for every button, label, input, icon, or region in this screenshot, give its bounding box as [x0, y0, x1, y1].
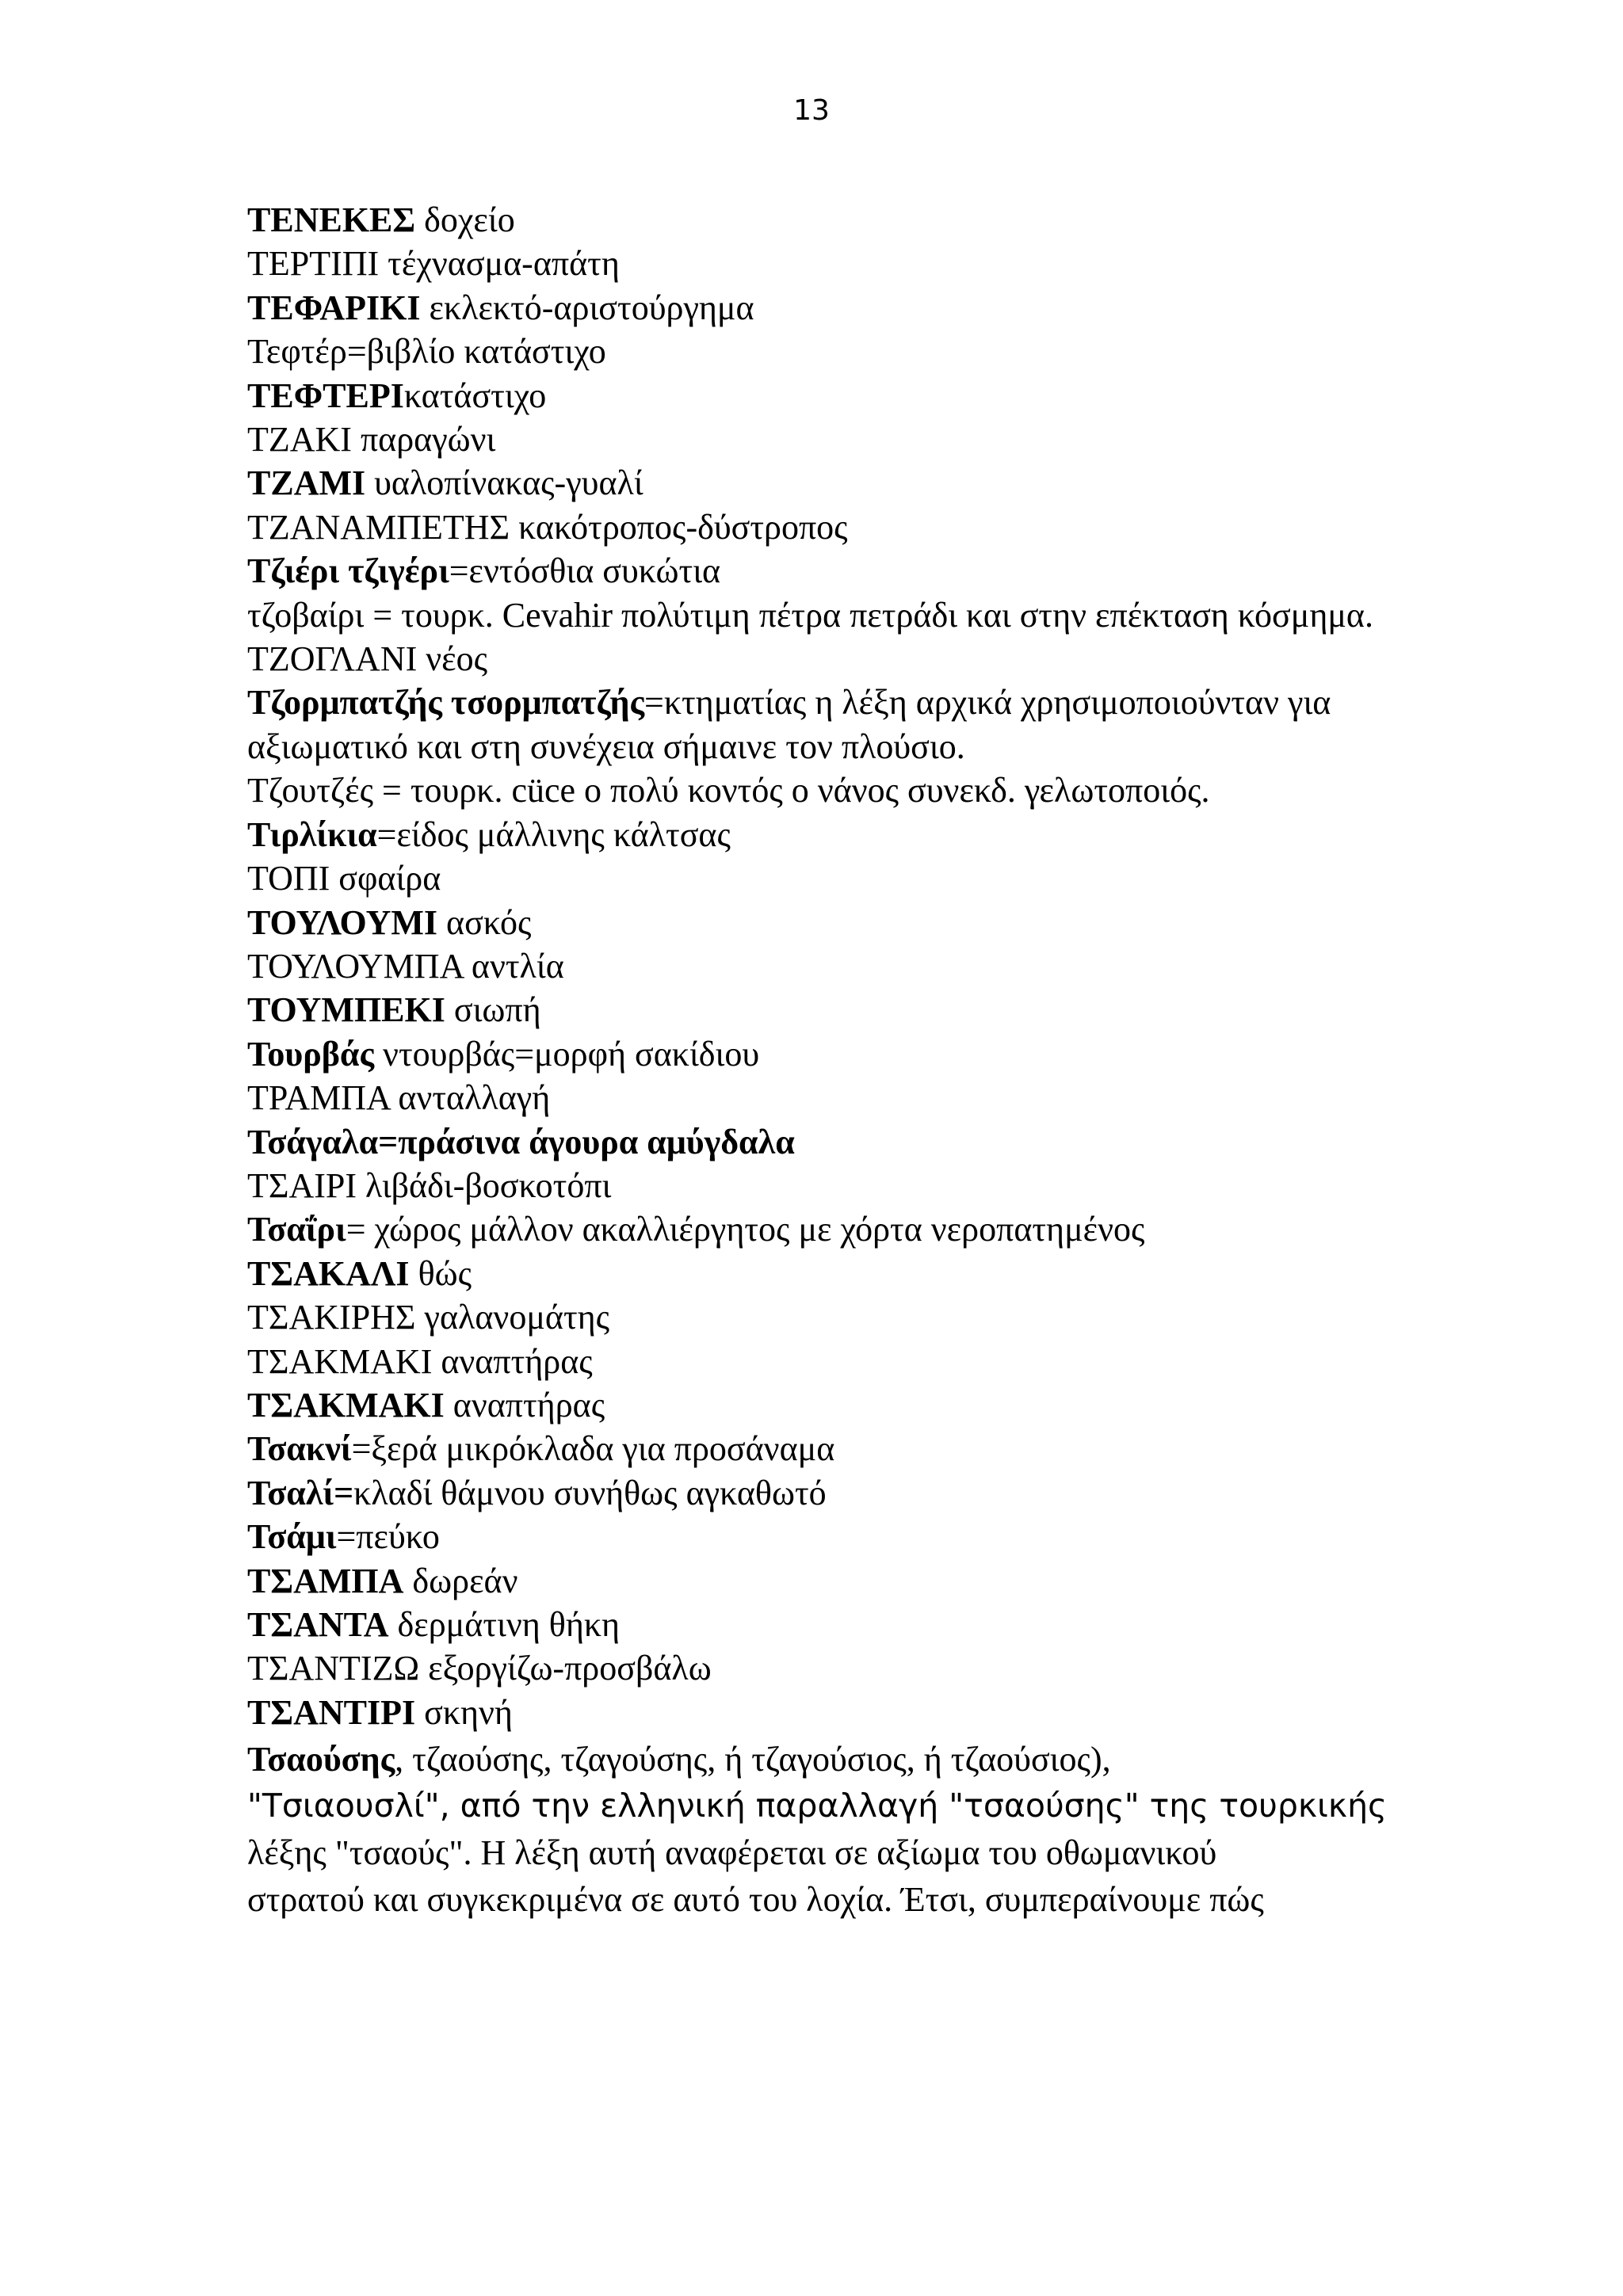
glossary-entry [247, 374, 1396, 418]
entry-definition: ντουρβάς=μορφή σακίδιου [374, 1034, 760, 1074]
entry-definition: τζοβαίρι = τουρκ. Cevahir πολύτιμη πέτρα πετράδι και στην επέκταση κόσμημα. [247, 595, 1373, 635]
entry-definition: σκηνή [415, 1692, 513, 1732]
entry-term: Τσαΐρι [247, 1210, 346, 1249]
glossary-entry [247, 1295, 1396, 1339]
entry-definition: δοχείο [415, 200, 515, 239]
glossary-entry [247, 505, 1396, 549]
entry-term: Τζιέρι τζιγέρι [247, 551, 449, 591]
glossary-entry [247, 461, 1396, 505]
entry-definition: εκλεκτό-αριστούργημα [420, 288, 754, 327]
entry-term: ΤΕΦΑΡΙΚΙ [247, 288, 421, 327]
entry-definition: ΤΣΑΚΙΡΗΣ γαλανομάτης [247, 1298, 610, 1337]
entry-definition: ΤΣΑΝΤΙΖΩ εξοργίζω-προσβάλω [247, 1649, 712, 1688]
entry-term: ΤΕΦΤΕΡΙ [247, 376, 404, 415]
glossary-entry [247, 1427, 1396, 1470]
page-number: 13 [793, 94, 830, 127]
glossary-entry [247, 286, 1396, 330]
entry-term: Τσάγαλα=πράσινα άγουρα αμύγδαλα [247, 1122, 795, 1161]
glossary-entry [247, 1207, 1396, 1251]
glossary-entry [247, 330, 1396, 373]
entry-definition: Τεφτέρ=βιβλίο κατάστιχο [247, 332, 606, 372]
entry-definition: =κτηματίας η λέξη αρχικά χρησιμοποιούνταν για αξιωματικό και στη συνέχεια σήμαινε τον πλούσιο. [247, 683, 1331, 766]
glossary-entry [247, 418, 1396, 461]
entry-term: ΤΟΥΛΟΥΜΙ [247, 902, 438, 942]
entry-term: ΤΖΑΜΙ [247, 463, 366, 503]
glossary-entry [247, 1559, 1396, 1603]
entry-definition: σιωπή [445, 990, 541, 1030]
glossary-entry [247, 1691, 1396, 1734]
entry-definition: ΤΟΥΛΟΥΜΠΑ αντλία [247, 946, 564, 986]
entry-term: ΤΣΑΚΑΛΙ [247, 1253, 410, 1293]
entry-definition: λέξης "τσαούς". Η λέξη αυτή αναφέρεται σε αξίωμα του οθωμανικού [247, 1833, 1217, 1873]
glossary-entry [247, 681, 1396, 769]
entry-definition: θώς [409, 1253, 472, 1293]
entry-definition: υαλοπίνακας-γυαλί [365, 463, 643, 503]
entry-definition: =είδος μάλλινης κάλτσας [376, 814, 731, 854]
glossary-entry [247, 549, 1396, 593]
glossary-entry [247, 1515, 1396, 1558]
glossary-entry [247, 1252, 1396, 1295]
entry-term: ΤΣΑΝΤΙΡΙ [247, 1692, 416, 1732]
entry-term: Τζορμπατζής τσορμπατζής [247, 683, 645, 723]
entry-definition: ΤΣΑΚΜΑΚΙ αναπτήρας [247, 1341, 593, 1381]
entry-term: Τιρλίκια [247, 814, 377, 854]
entry-term: ΤΣΑΚΜΑΚΙ [247, 1385, 445, 1425]
glossary-entry [247, 1471, 1396, 1515]
entry-term: ΤΣΑΜΠΑ [247, 1561, 404, 1600]
entry-definition: =ξερά μικρόκλαδα για προσάναμα [351, 1429, 835, 1469]
entry-term: Τσάμι [247, 1517, 337, 1557]
entry-term: ΤΣΑΝΤΑ [247, 1605, 389, 1644]
glossary-entry [247, 1076, 1396, 1119]
entry-definition: ΤΖΑΚΙ παραγώνι [247, 420, 496, 460]
glossary-entry [247, 988, 1396, 1032]
entry-term: Τσαούσης [247, 1740, 395, 1779]
glossary-entry [247, 1736, 1396, 1783]
glossary-entry [247, 901, 1396, 944]
glossary-entry [247, 1603, 1396, 1646]
entry-definition: , τζαούσης, τζαγούσης, ή τζαγούσιος, ή τζαούσιος), [395, 1740, 1111, 1779]
entry-definition: ΤΕΡΤΙΠΙ τέχνασμα-απάτη [247, 244, 620, 284]
glossary-entry [247, 813, 1396, 856]
glossary-entry [247, 593, 1396, 637]
entry-definition: ΤΡΑΜΠΑ ανταλλαγή [247, 1078, 551, 1118]
entry-definition: = χώρος μάλλον ακαλλιέργητος με χόρτα νεροπατημένος [346, 1210, 1145, 1249]
glossary-entry [247, 1783, 1396, 1829]
glossary-entry [247, 198, 1396, 242]
entry-definition: δερμάτινη θήκη [388, 1605, 621, 1644]
entry-definition: στρατού και συγκεκριμένα σε αυτό του λοχία. Έτσι, συμπεραίνουμε πώς [247, 1880, 1264, 1920]
entry-definition: κατάστιχο [403, 376, 547, 415]
entry-definition: Τζουτζές = τουρκ. cüce ο πολύ κοντός ο νάνος συνεκδ. γελωτοποιός. [247, 771, 1210, 810]
entry-definition: ΤΖΟΓΛΑΝΙ νέος [247, 639, 488, 679]
glossary-entry [247, 856, 1396, 900]
entry-definition: αναπτήρας [444, 1385, 605, 1425]
entry-term: ΤΕΝΕΚΕΣ [247, 200, 416, 239]
entry-definition: =εντόσθια συκώτια [449, 551, 721, 591]
entry-definition: ΤΣΑΙΡΙ λιβάδι-βοσκοτόπι [247, 1165, 612, 1205]
glossary-entry [247, 1340, 1396, 1383]
entry-definition: δωρεάν [403, 1561, 518, 1600]
glossary-entry [247, 1032, 1396, 1076]
glossary-entry [247, 1164, 1396, 1207]
entry-term: Τσακνί [247, 1429, 352, 1469]
glossary-entry [247, 1383, 1396, 1427]
entry-term: ΤΟΥΜΠΕΚΙ [247, 990, 445, 1030]
glossary-entry [247, 1876, 1396, 1923]
entry-definition: ΤΟΠΙ σφαίρα [247, 859, 441, 898]
entry-term: Τουρβάς [247, 1034, 375, 1074]
glossary-entry [247, 242, 1396, 285]
entry-definition: κλαδί θάμνου συνήθως αγκαθωτό [353, 1473, 827, 1512]
entry-definition: "Τσιαουσλί", από την ελληνική παραλλαγή "τσαούσης" της τουρκικής [247, 1787, 1388, 1825]
entry-term: Τσαλί= [247, 1473, 354, 1512]
glossary-entry [247, 944, 1396, 988]
glossary-entry [247, 637, 1396, 681]
glossary-entry [247, 1120, 1396, 1164]
glossary-entry [247, 1829, 1396, 1876]
entry-definition: ΤΖΑΝΑΜΠΕΤΗΣ κακότροπος-δύστροπος [247, 507, 848, 547]
glossary-entry [247, 1646, 1396, 1690]
entry-definition: ασκός [437, 902, 532, 942]
glossary-entry [247, 769, 1396, 812]
glossary-entries [247, 198, 1396, 1923]
entry-definition: =πεύκο [336, 1517, 440, 1557]
